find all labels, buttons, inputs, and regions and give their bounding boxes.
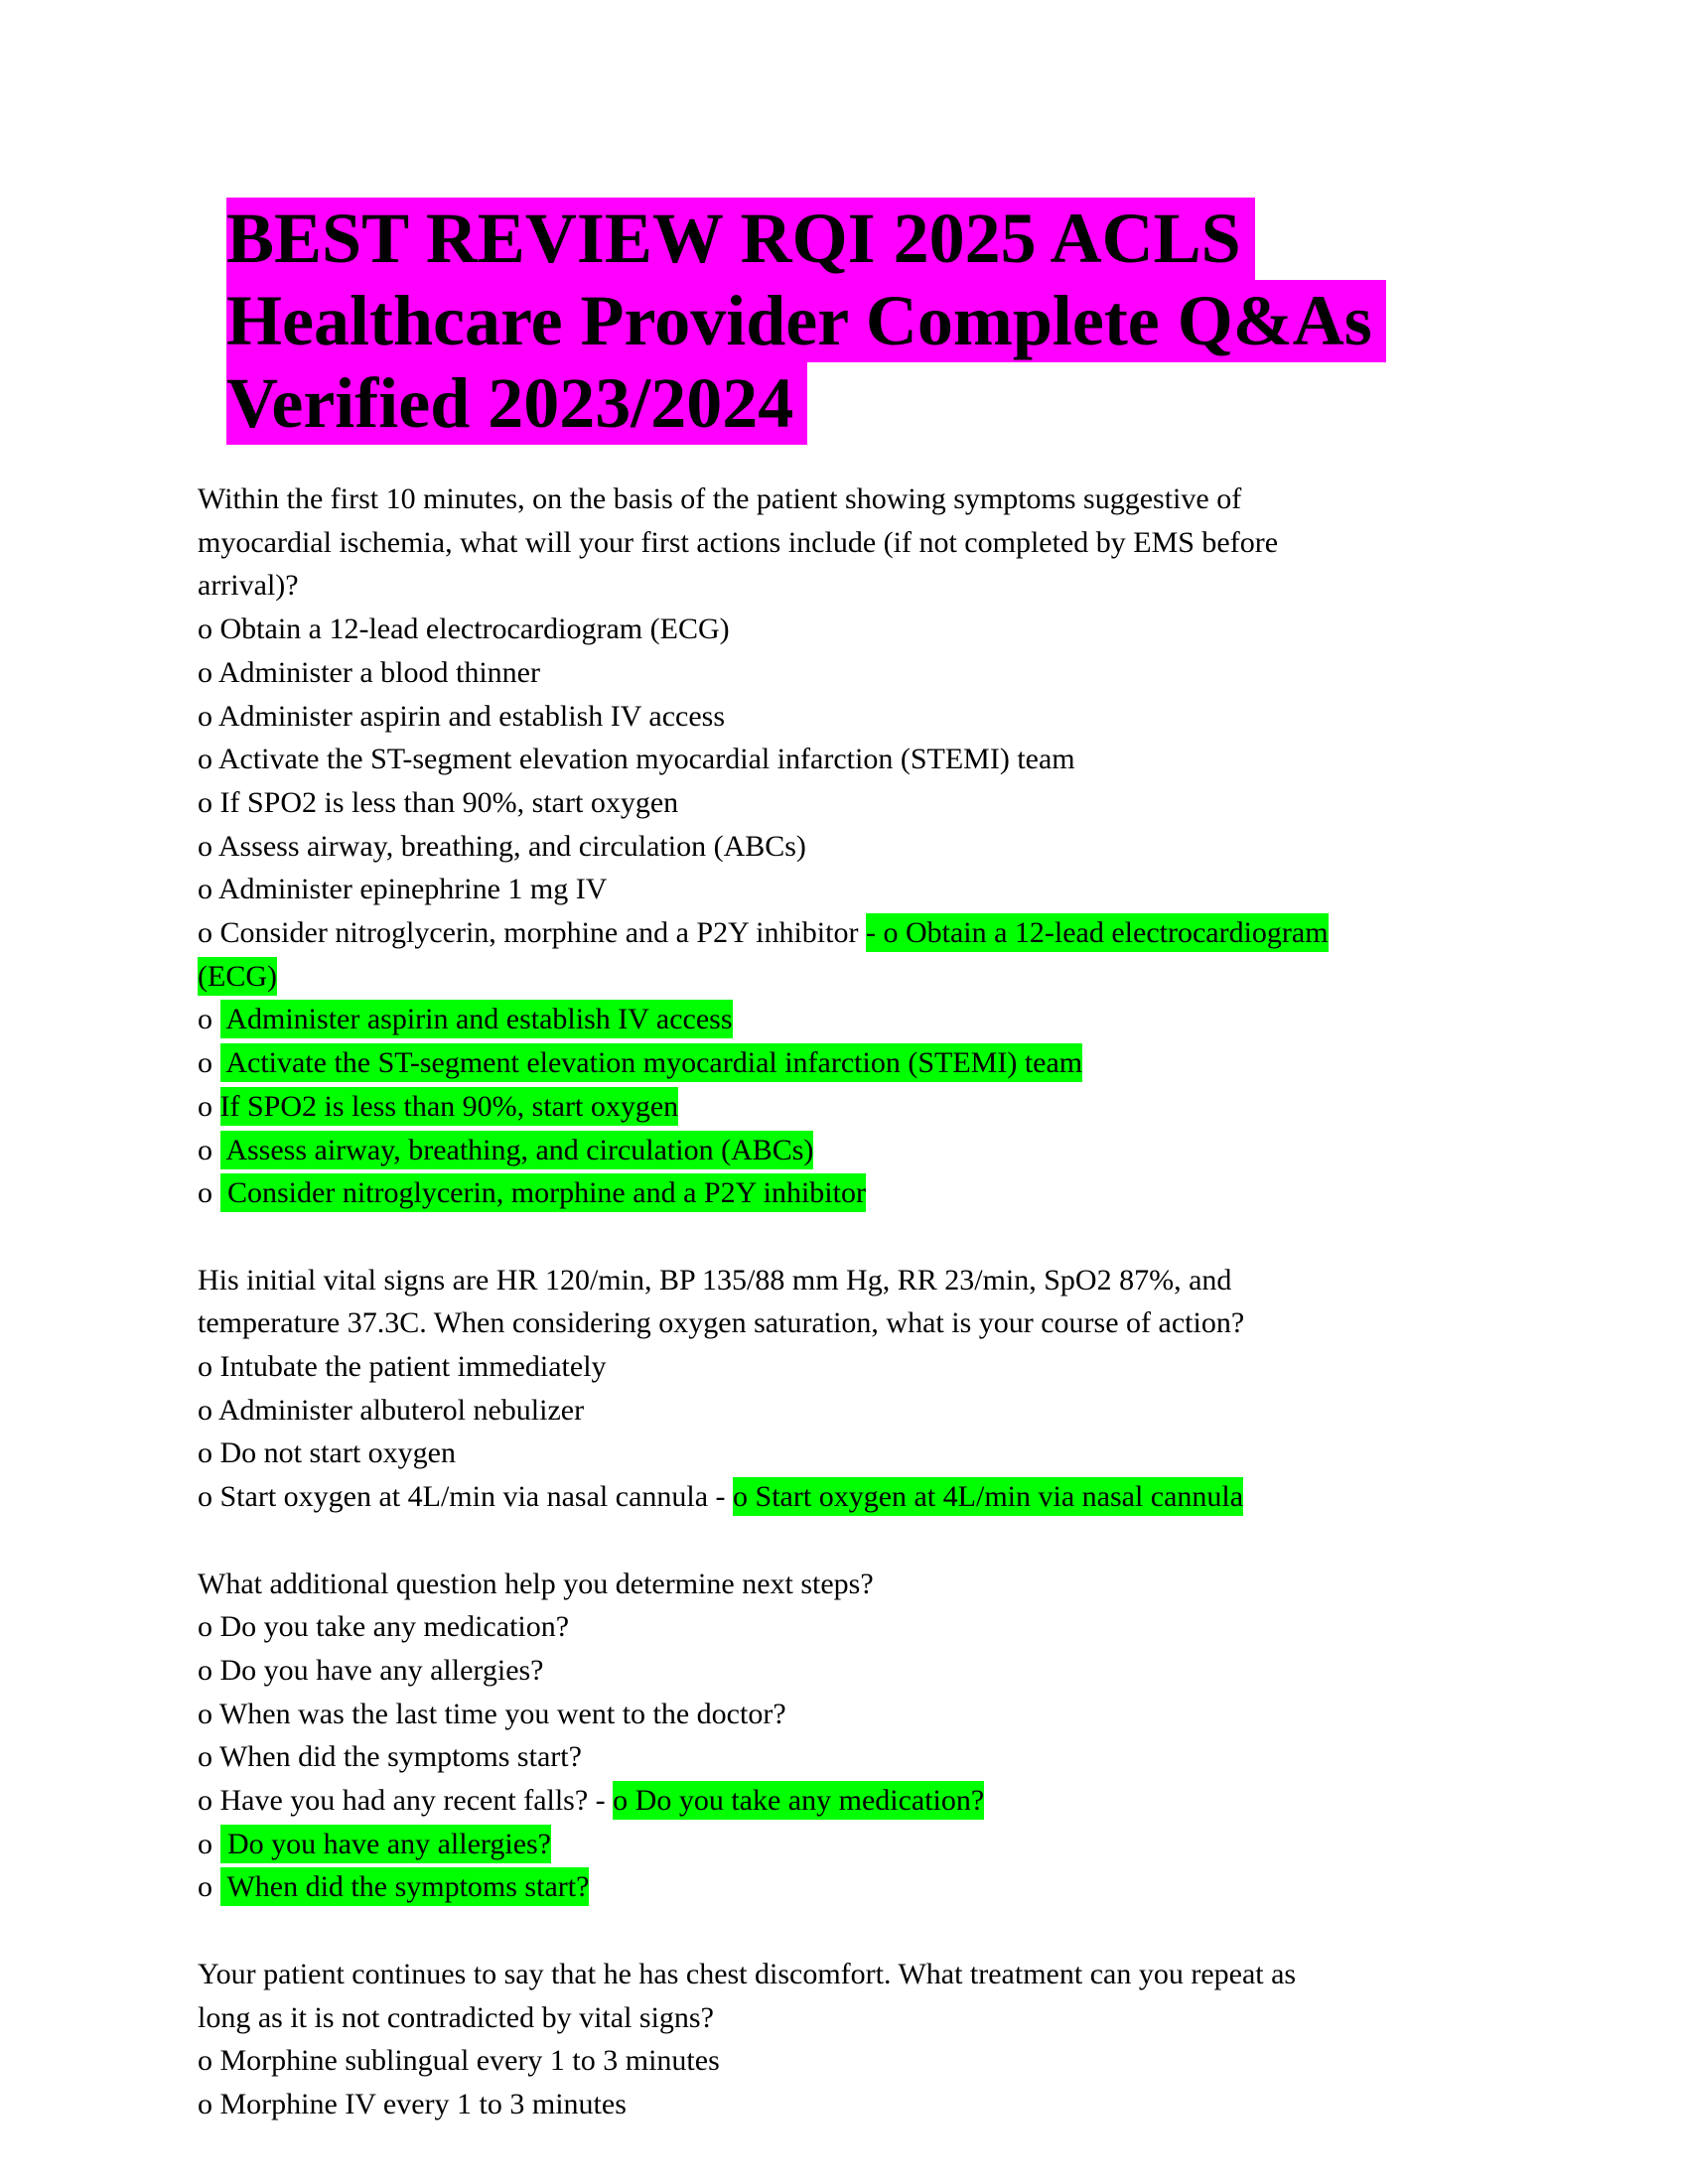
question-text: Your patient continues to say that he has chest discomfort. What treatment can you repeat as	[198, 1957, 1297, 1990]
option: o Activate the ST-segment elevation myocardial infarction (STEMI) team	[198, 743, 1075, 776]
answer-bullet: o	[198, 1089, 220, 1123]
option: o Do not start oxygen	[198, 1436, 456, 1470]
question-text: arrival)?	[198, 569, 299, 603]
option: o Administer epinephrine 1 mg IV	[198, 873, 608, 906]
title-line: Verified 2023/2024	[226, 362, 807, 445]
answer-bullet: o	[198, 1176, 220, 1210]
option: o When did the symptoms start?	[198, 1740, 582, 1774]
option: o Administer albuterol nebulizer	[198, 1393, 585, 1427]
option-with-answer	[198, 911, 1508, 955]
answer-bullet: o	[198, 1046, 220, 1080]
answer-highlight: Do you have any allergies?	[220, 1825, 552, 1863]
question-text: His initial vital signs are HR 120/min, BP 135/88 mm Hg, RR 23/min, SpO2 87%, and	[198, 1263, 1232, 1297]
question-text: Within the first 10 minutes, on the basis of the patient showing symptoms suggestive of	[198, 482, 1242, 515]
option-with-answer	[198, 1779, 1508, 1823]
option: o Obtain a 12-lead electrocardiogram (ECG)	[198, 613, 730, 646]
option: o Do you take any medication?	[198, 1610, 570, 1644]
option: o Morphine IV every 1 to 3 minutes	[198, 2087, 627, 2120]
option: o Start oxygen at 4L/min via nasal cannula -	[198, 1480, 734, 1514]
title-line: BEST REVIEW RQI 2025 ACLS	[226, 198, 1255, 280]
option: o If SPO2 is less than 90%, start oxygen	[198, 785, 679, 819]
answer-highlight: o Do you take any medication?	[613, 1781, 984, 1820]
option: o Have you had any recent falls? -	[198, 1784, 614, 1818]
option: o When was the last time you went to the doctor?	[198, 1697, 786, 1730]
answer-highlight: When did the symptoms start?	[220, 1867, 590, 1906]
option: o Consider nitroglycerin, morphine and a P2Y inhibitor	[198, 916, 866, 950]
document-title	[226, 198, 1386, 445]
document-body	[198, 478, 1508, 2126]
option: o Administer a blood thinner	[198, 655, 540, 689]
option-with-answer	[198, 1475, 1508, 1519]
answer-bullet: o	[198, 1870, 220, 1904]
answer-highlight: - o Obtain a 12-lead electrocardiogram	[866, 913, 1329, 952]
option: o Morphine sublingual every 1 to 3 minutes	[198, 2044, 720, 2078]
answer-highlight: Activate the ST-segment elevation myocardial infarction (STEMI) team	[220, 1043, 1083, 1082]
answer-highlight: Administer aspirin and establish IV access	[220, 1000, 733, 1038]
answer-highlight: Consider nitroglycerin, morphine and a P2Y inhibitor	[220, 1173, 866, 1212]
question-text: long as it is not contradicted by vital signs?	[198, 2000, 714, 2034]
answer-highlight: o Start oxygen at 4L/min via nasal cannula	[733, 1477, 1243, 1516]
answer-bullet: o	[198, 1133, 220, 1166]
option: o Intubate the patient immediately	[198, 1350, 607, 1384]
option: o Administer aspirin and establish IV access	[198, 699, 726, 733]
answer-bullet: o	[198, 1827, 220, 1860]
answer-highlight: If SPO2 is less than 90%, start oxygen	[220, 1087, 679, 1126]
answer-highlight: (ECG)	[198, 957, 277, 996]
question-text: What additional question help you determine next steps?	[198, 1567, 874, 1600]
option: o Do you have any allergies?	[198, 1653, 544, 1687]
option: o Assess airway, breathing, and circulation (ABCs)	[198, 829, 806, 863]
question-text: myocardial ischemia, what will your first actions include (if not completed by EMS before	[198, 525, 1279, 559]
answer-bullet: o	[198, 1003, 220, 1036]
title-line: Healthcare Provider Complete Q&As	[226, 280, 1386, 362]
answer-highlight: Assess airway, breathing, and circulation (ABCs)	[220, 1131, 814, 1169]
question-text: temperature 37.3C. When considering oxygen saturation, what is your course of action?	[198, 1306, 1245, 1340]
